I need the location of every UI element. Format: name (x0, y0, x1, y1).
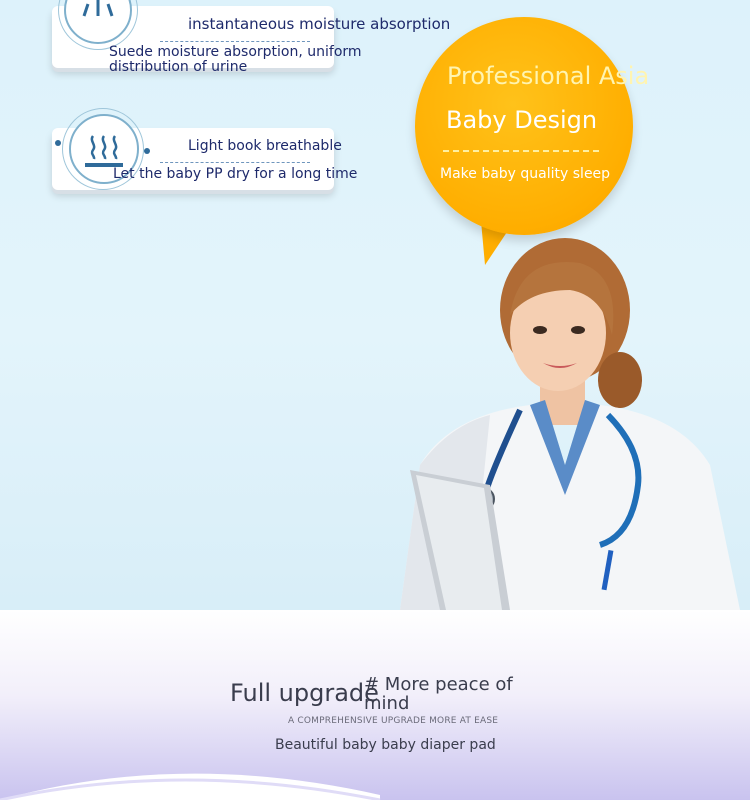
banner-caption: A COMPREHENSIVE UPGRADE MORE AT EASE (288, 716, 499, 726)
banner-side-text: # More peace of mind (364, 674, 513, 714)
banner-subtitle: Beautiful baby baby diaper pad (275, 737, 496, 753)
dot-decoration (144, 148, 150, 154)
feature-title: instantaneous moisture absorption (188, 15, 451, 33)
feature-title: Light book breathable (188, 138, 342, 154)
bubble-divider (443, 150, 599, 152)
water-drop-icon (64, 0, 132, 44)
divider (160, 41, 310, 42)
feature-description: Let the baby PP dry for a long time (113, 166, 358, 182)
feature-description: Suede moisture absorption, uniform distribution of urine (109, 44, 362, 75)
bubble-heading-line2: Baby Design (446, 106, 598, 134)
bubble-subtitle: Make baby quality sleep (440, 166, 611, 182)
divider (160, 162, 310, 163)
doctor-photo (380, 235, 750, 610)
banner-title: Full upgrade (230, 679, 379, 707)
bubble-heading-line1: Professional Asia (447, 62, 650, 90)
wave-decoration (0, 760, 750, 800)
dot-decoration (55, 140, 61, 146)
